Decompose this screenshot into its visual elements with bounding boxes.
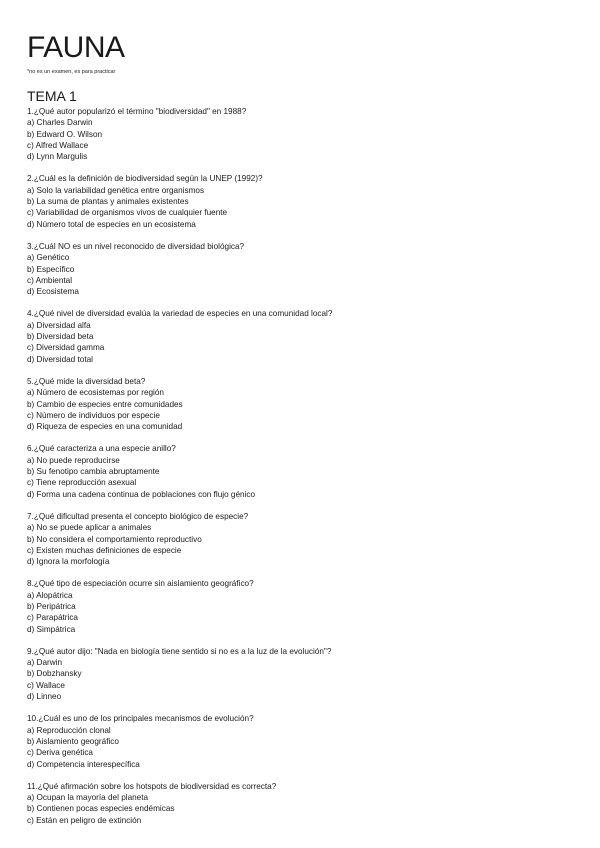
- answer-option: c) Existen muchas definiciones de especie: [27, 545, 182, 555]
- question-text: 1.¿Qué autor popularizó el término "biodiversidad" en 1988?: [27, 107, 247, 116]
- question-block: [27, 713, 577, 769]
- answer-option: b) Específico: [27, 264, 75, 274]
- question-text: 9.¿Qué autor dijo: "Nada en biología tiene sentido si no es a la luz de la evolución"?: [27, 646, 332, 656]
- question-text: 8.¿Qué tipo de especiación ocurre sin aislamiento geográfico?: [27, 579, 254, 589]
- question-text: 6.¿Qué caracteriza a una especie anillo?: [27, 444, 176, 454]
- answer-option: b) Aislamiento geográfico: [27, 736, 119, 746]
- answer-option: d) Linneo: [27, 692, 62, 702]
- answer-option: b) Contienen pocas especies endémicas: [27, 804, 175, 814]
- answer-option: d) Forma una cadena continua de poblaciones con flujo génico: [27, 489, 256, 499]
- answer-option: b) Peripátrica: [27, 601, 76, 611]
- answer-option: d) Competencia interespecífica: [27, 759, 140, 769]
- question-text: 4.¿Qué nivel de diversidad evalúa la variedad de especies en una comunidad local?: [27, 309, 333, 319]
- answer-option: d) Diversidad total: [27, 354, 93, 364]
- answer-option: a) Alopátrica: [27, 590, 73, 600]
- answer-option: b) Diversidad beta: [27, 332, 94, 342]
- answer-option: a) Ocupan la mayoría del planeta: [27, 793, 149, 803]
- answer-option: c) Deriva genética: [27, 748, 93, 758]
- question-block: [27, 781, 577, 826]
- answer-option: a) No se puede aplicar a animales: [27, 523, 152, 533]
- question-text: 10.¿Cuál es uno de los principales mecanismos de evolución?: [27, 714, 254, 724]
- question-block: [27, 173, 577, 229]
- section-heading: TEMA 1: [27, 88, 77, 104]
- answer-option: a) Genético: [27, 253, 70, 263]
- question-block: [27, 376, 577, 432]
- answer-option: d) Simpátrica: [27, 624, 76, 634]
- document-page: [27, 30, 577, 826]
- question-block: [27, 106, 577, 162]
- document-title: FAUNA: [27, 31, 125, 64]
- question-block: [27, 646, 577, 702]
- question-block: [27, 578, 577, 634]
- question-block: [27, 241, 577, 297]
- answer-option: a) Darwin: [27, 658, 63, 668]
- question-list: [27, 106, 577, 826]
- answer-option: b) Su fenotipo cambia abruptamente: [27, 467, 160, 477]
- question-text: 2.¿Cuál es la definición de biodiversidad según la UNEP (1992)?: [27, 174, 263, 184]
- answer-option: a) Reproducción clonal: [27, 725, 111, 735]
- answer-option: a) No puede reproducirse: [27, 455, 120, 465]
- answer-option: c) Diversidad gamma: [27, 343, 105, 353]
- answer-option: c) Wallace: [27, 680, 65, 690]
- question-text: 5.¿Qué mide la diversidad beta?: [27, 376, 146, 386]
- answer-option: a) Solo la variabilidad genética entre organismos: [27, 185, 205, 195]
- question-text: 11.¿Qué afirmación sobre los hotspots de biodiversidad es correcta?: [27, 781, 277, 791]
- answer-option: d) Ecosistema: [27, 287, 79, 297]
- answer-option: c) Alfred Wallace: [27, 140, 89, 150]
- answer-option: d) Riqueza de especies en una comunidad: [27, 422, 183, 432]
- answer-option: b) No considera el comportamiento reproductivo: [27, 534, 202, 544]
- question-block: [27, 511, 577, 567]
- answer-option: a) Charles Darwin: [27, 118, 93, 128]
- answer-option: d) Lynn Margulis: [27, 152, 88, 162]
- answer-option: b) Edward O. Wilson: [27, 129, 103, 139]
- answer-option: d) Número total de especies en un ecosistema: [27, 219, 196, 229]
- answer-option: c) Ambiental: [27, 275, 73, 285]
- question-text: 3.¿Cuál NO es un nivel reconocido de diversidad biológica?: [27, 241, 245, 251]
- answer-option: a) Diversidad alfa: [27, 320, 91, 330]
- answer-option: c) Parapátrica: [27, 613, 78, 623]
- answer-option: c) Están en peligro de extinción: [27, 815, 142, 825]
- answer-option: b) Cambio de especies entre comunidades: [27, 399, 183, 409]
- answer-option: c) Variabilidad de organismos vivos de cualquier fuente: [27, 208, 228, 218]
- answer-option: a) Número de ecosistemas por región: [27, 388, 164, 398]
- answer-option: d) Ignora la morfología: [27, 557, 110, 567]
- answer-option: b) Dobzhansky: [27, 669, 82, 679]
- question-block: [27, 308, 577, 364]
- practice-note: *no es un examen, es para practicar: [27, 69, 116, 75]
- answer-option: c) Número de individuos por especie: [27, 410, 160, 420]
- question-block: [27, 443, 577, 499]
- answer-option: b) La suma de plantas y animales existentes: [27, 197, 189, 207]
- question-text: 7.¿Qué dificultad presenta el concepto biológico de especie?: [27, 511, 249, 521]
- answer-option: c) Tiene reproducción asexual: [27, 478, 137, 488]
